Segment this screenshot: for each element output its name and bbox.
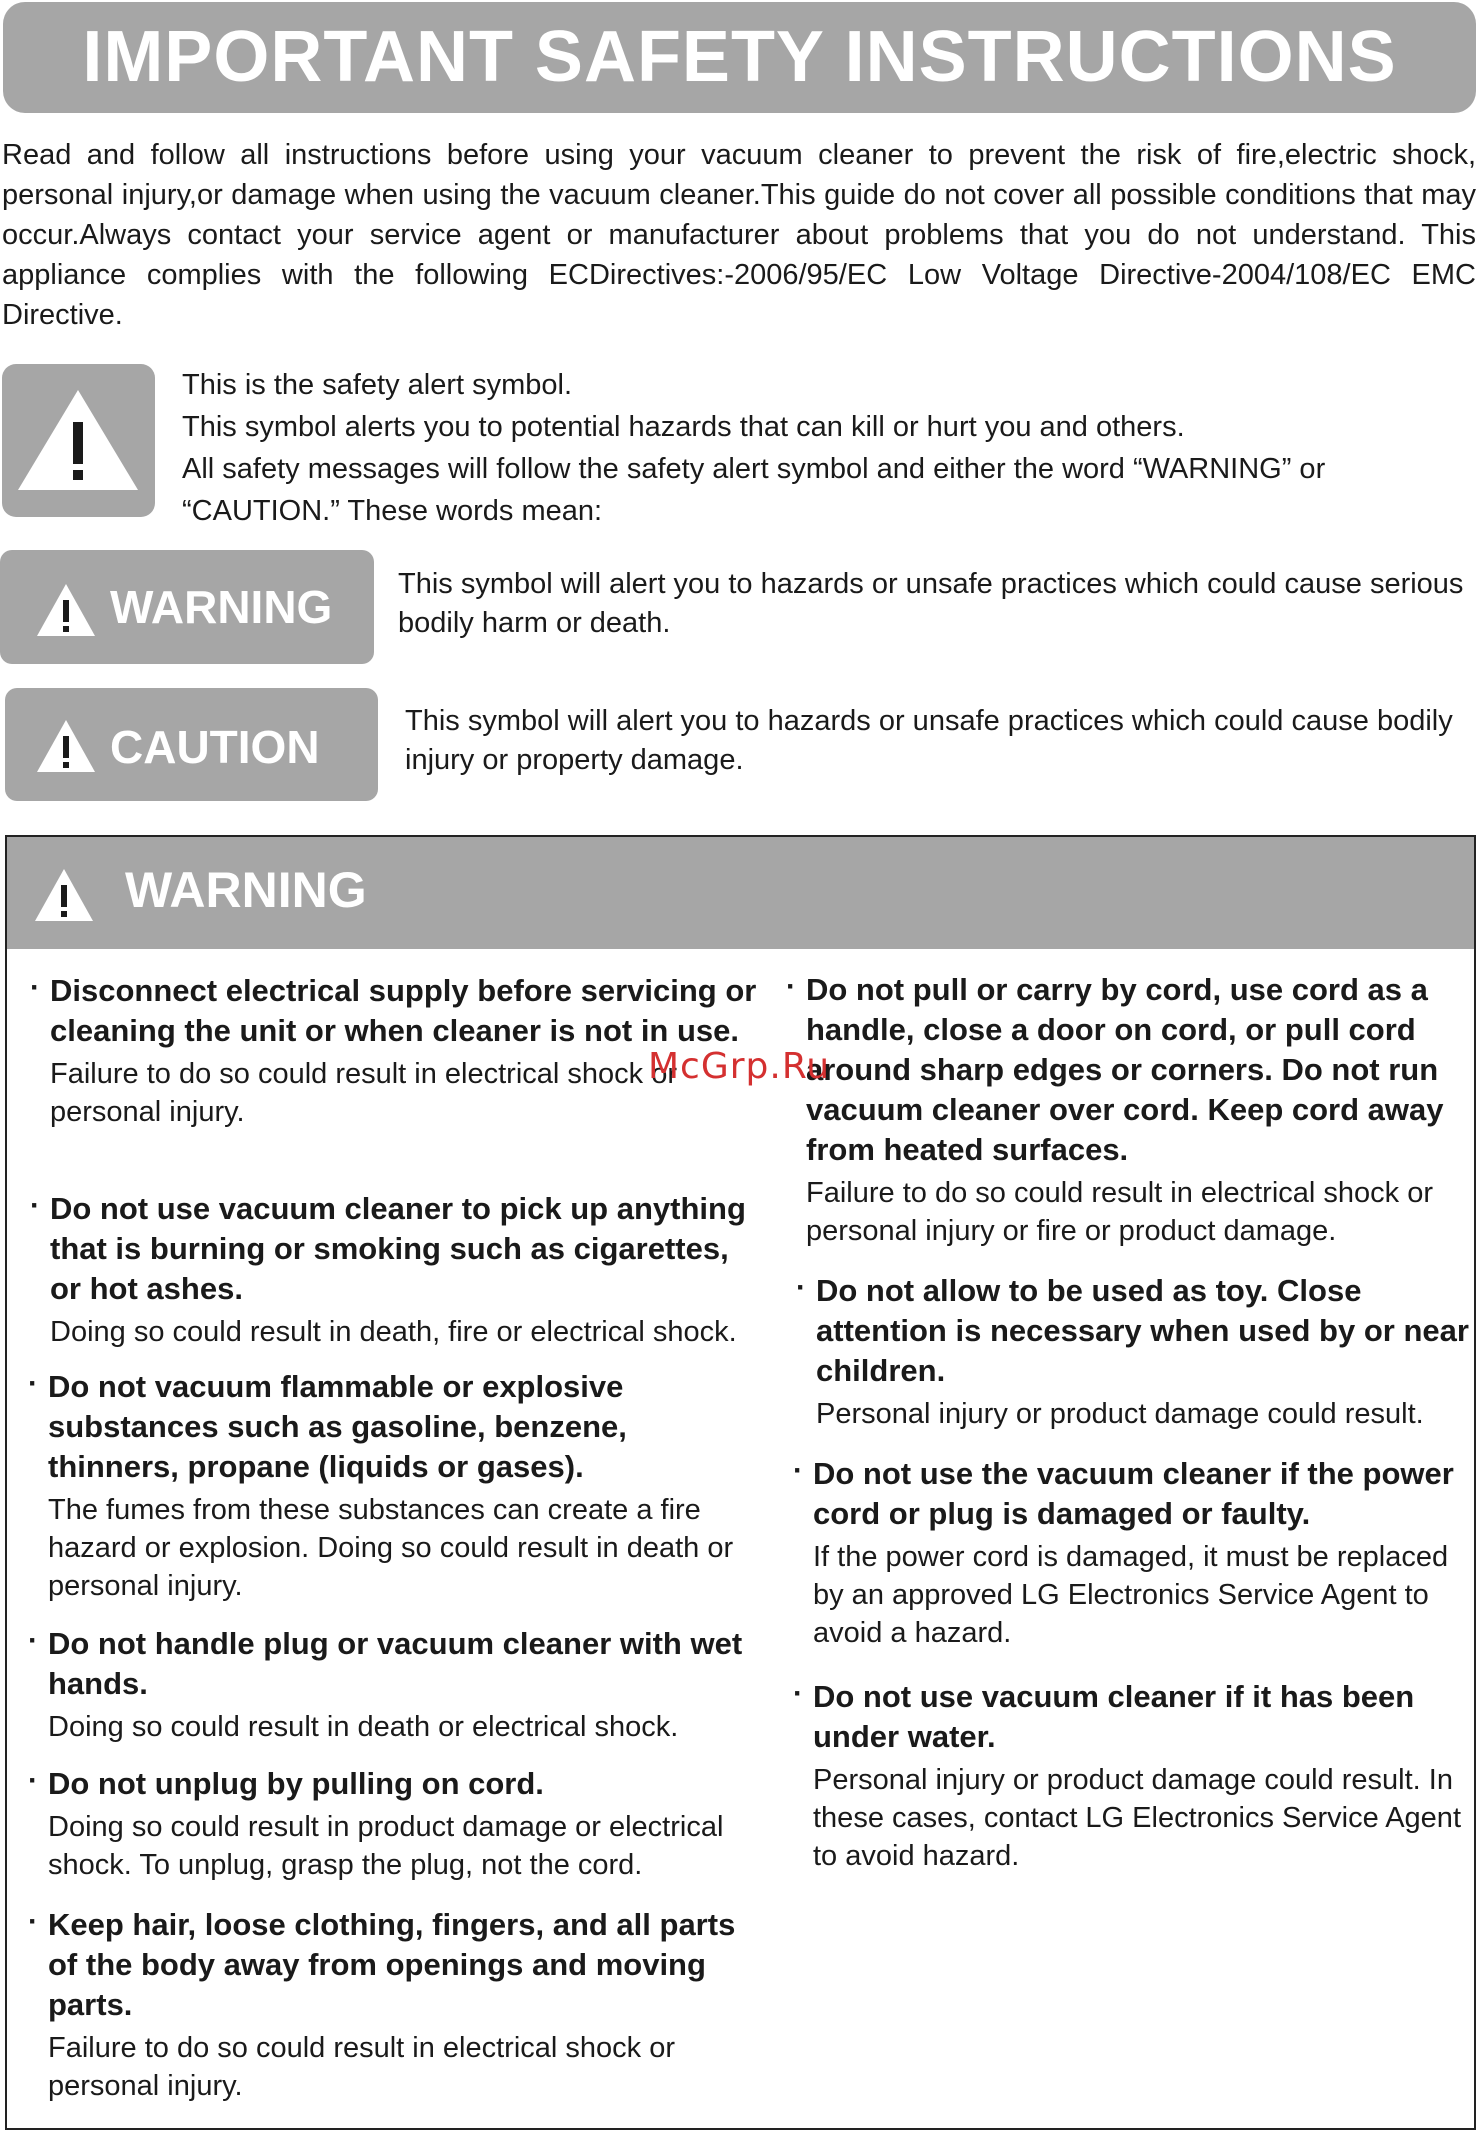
warning-item-heading: Do not allow to be used as toy. Close attention is necessary when used by or near children. [816,1273,1469,1388]
caution-triangle-icon [35,718,97,774]
warning-panel-heading: WARNING [125,862,367,918]
bullet: · [28,1764,38,1797]
warning-item [786,970,1471,1250]
warning-badge-label: WARNING [110,581,333,633]
bullet: · [28,1905,38,1938]
bullet: · [793,1454,803,1487]
warning-item-heading: Do not use vacuum cleaner if it has been under water. [813,1679,1415,1754]
warning-item-body: Doing so could result in product damage or electrical shock. To unplug, grasp the plug, not the cord. [48,1811,724,1881]
exclamation-triangle-icon [2,364,155,517]
watermark: McGrp.Ru [648,1046,831,1087]
warning-item [793,1677,1471,1875]
warning-item-body: Failure to do so could result in electrical shock or personal injury. [48,2032,676,2102]
warning-triangle-icon [35,582,97,638]
alert-symbol-description [182,364,1476,532]
bullet: · [30,971,40,1004]
alert-line-3: All safety messages will follow the safety alert symbol and either the word “WARNING” or “CAUTION.” These words mean: [182,453,1326,527]
bullet: · [786,970,796,1003]
warning-item-heading: Keep hair, loose clothing, fingers, and all parts of the body away from openings and moving parts. [48,1907,736,2022]
bullet: · [793,1677,803,1710]
warning-item [30,1189,760,1351]
warning-panel-header [7,837,1474,949]
warning-item-body: Doing so could result in death, fire or electrical shock. [50,1316,737,1348]
warning-item-body: Failure to do so could result in electrical shock or personal injury or fire or product damage. [806,1177,1434,1247]
warning-item-body: Failure to do so could result in electrical shock or personal injury. [50,1058,678,1128]
alert-line-2: This symbol alerts you to potential hazards that can kill or hurt you and others. [182,411,1185,443]
warning-badge-description: This symbol will alert you to hazards or unsafe practices which could cause serious bodily harm or death. [398,568,1464,639]
warning-item [28,1905,760,2105]
warning-item-heading: Do not unplug by pulling on cord. [48,1766,544,1801]
warning-item [28,1764,760,1884]
title-bar [3,2,1476,113]
warning-item [28,1367,760,1605]
intro-paragraph: Read and follow all instructions before using your vacuum cleaner to prevent the risk of fire,electric shock, personal injury,or damage when using the vacuum cleaner.This guide do not cover all possible conditions that may occur.Always contact your service agent or manufacturer about problems that you do not understand. This appliance complies with the following ECDirectives:-2006/95/EC Low Voltage Directive-2004/108/EC EMC Directive. [2,139,1476,331]
bullet: · [28,1624,38,1657]
warning-item-body: Doing so could result in death or electrical shock. [48,1711,679,1743]
warning-item-body: If the power cord is damaged, it must be replaced by an approved LG Electronics Service Agent to avoid a hazard. [813,1541,1449,1649]
caution-badge [5,688,378,801]
warning-badge [0,550,374,664]
warning-item-heading: Do not handle plug or vacuum cleaner with wet hands. [48,1626,743,1701]
page-title: IMPORTANT SAFETY INSTRUCTIONS [82,17,1397,97]
safety-alert-symbol [2,364,155,517]
warning-item-heading: Do not pull or carry by cord, use cord as a handle, close a door on cord, or pull cord around sharp edges or corners. Do not run vacuum cleaner over cord. Keep cord away from heated surfaces. [806,972,1444,1167]
warning-panel-triangle-icon [33,867,95,923]
warning-panel [5,835,1476,2130]
warning-item-body: Personal injury or product damage could result. [816,1398,1424,1430]
warning-item-body: Personal injury or product damage could result. In these cases, contact LG Electronics Service Agent to avoid hazard. [813,1764,1461,1872]
bullet: · [28,1367,38,1400]
bullet: · [796,1271,806,1304]
warning-item [796,1271,1471,1433]
warning-item-body: The fumes from these substances can create a fire hazard or explosion. Doing so could result in death or personal injury. [48,1494,734,1602]
warning-item-heading: Do not use the vacuum cleaner if the power cord or plug is damaged or faulty. [813,1456,1454,1531]
warning-item [793,1454,1471,1652]
alert-line-1: This is the safety alert symbol. [182,369,573,401]
caution-badge-label: CAUTION [110,721,320,773]
caution-badge-description: This symbol will alert you to hazards or unsafe practices which could cause bodily injury or property damage. [405,705,1453,776]
warning-item [28,1624,760,1746]
warning-item-heading: Do not use vacuum cleaner to pick up anything that is burning or smoking such as cigarettes, or hot ashes. [50,1191,746,1306]
warning-item-heading: Disconnect electrical supply before servicing or cleaning the unit or when cleaner is not in use. [50,973,757,1048]
warning-item-heading: Do not vacuum flammable or explosive substances such as gasoline, benzene, thinners, propane (liquids or gases). [48,1369,627,1484]
bullet: · [30,1189,40,1222]
